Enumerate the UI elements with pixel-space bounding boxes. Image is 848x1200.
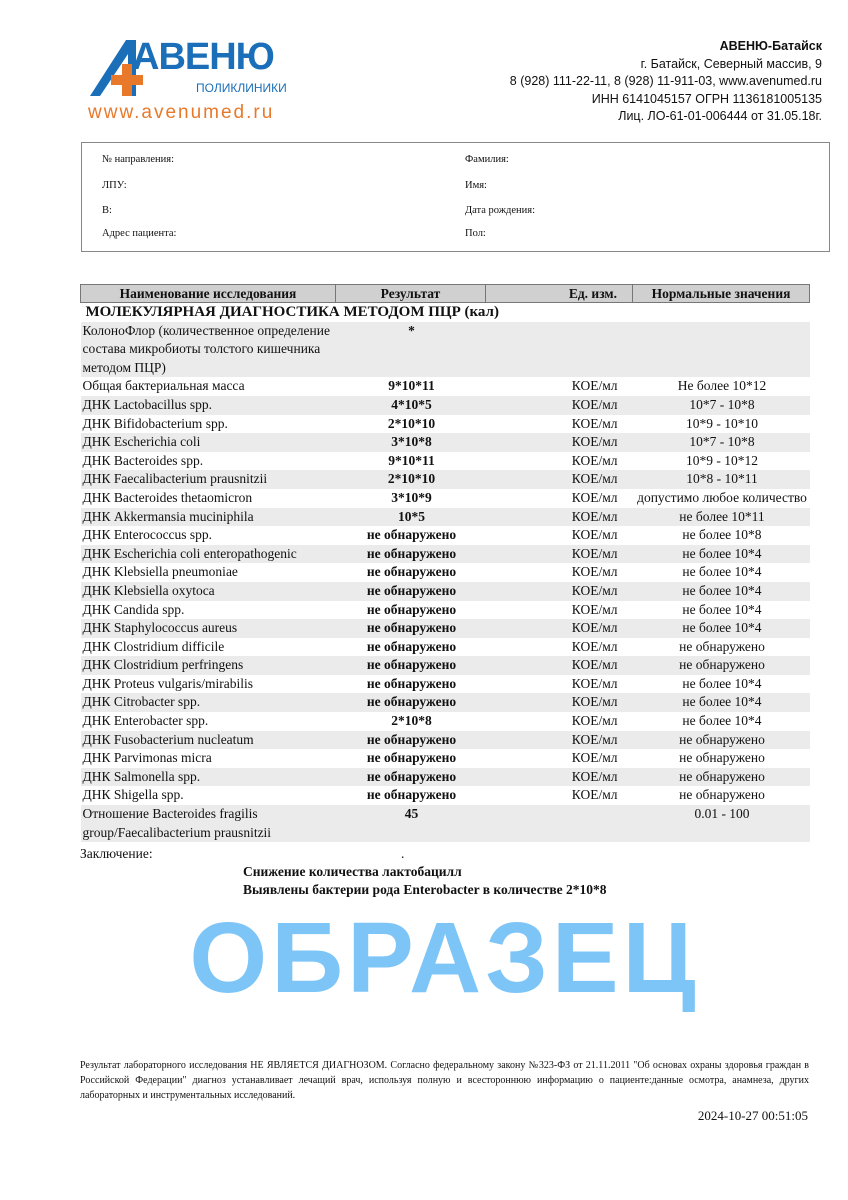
unit: КОЕ/мл — [571, 527, 618, 543]
unit: КОЕ/мл — [571, 787, 618, 803]
clinic-logo — [88, 36, 308, 128]
unit: КОЕ/мл — [486, 619, 633, 638]
normal-range: 0.01 - 100 — [633, 805, 810, 842]
result-value: 9*10*11 — [388, 452, 435, 468]
test-name: ДНК Shigella spp. — [82, 787, 184, 803]
unit: КОЕ/мл — [486, 768, 633, 787]
direction-label: № направления: — [102, 154, 175, 165]
conclusion-line: Выявлены бактерии рода Enterobacter в количестве 2*10*8 — [243, 882, 607, 898]
test-name: ДНК Fusobacterium nucleatum — [81, 731, 336, 750]
result-value: 9*10*11 — [388, 378, 435, 394]
test-name: ДНК Clostridium perfringens — [81, 656, 336, 675]
normal-range: Не более 10*12 — [677, 378, 767, 394]
unit: КОЕ/мл — [571, 415, 618, 431]
table-row — [81, 452, 810, 471]
table-row — [81, 545, 810, 564]
table-row — [81, 377, 810, 396]
result-value: 4*10*5 — [336, 396, 486, 415]
test-name: ДНК Bacteroides thetaomicron — [82, 489, 253, 505]
test-name: ДНК Candida spp. — [82, 601, 185, 617]
normal-range: 10*8 - 10*11 — [633, 470, 810, 489]
normal-range: не более 10*8 — [682, 527, 762, 543]
table-row — [81, 749, 810, 768]
result-value: не обнаружено — [366, 675, 457, 691]
normal-range: не более 10*4 — [682, 713, 762, 729]
org-inn: ИНН 6141045157 ОГРН 1136181005135 — [591, 91, 822, 106]
normal-range: не более 10*4 — [633, 619, 810, 638]
normal-range: не обнаружено — [679, 638, 765, 654]
logo-url: www.avenumed.ru — [88, 102, 275, 123]
test-name: ДНК Bifidobacterium spp. — [82, 415, 228, 431]
surname-label: Фамилия: — [465, 154, 509, 165]
unit: КОЕ/мл — [486, 582, 633, 601]
test-name: ДНК Escherichia coli enteropathogenic — [81, 545, 336, 564]
normal-range: не более 10*4 — [682, 601, 762, 617]
normal-range: не более 10*4 — [633, 582, 810, 601]
normal-range: не обнаружено — [633, 768, 810, 787]
table-row — [81, 433, 810, 452]
table-row — [81, 322, 810, 378]
lpu-label: ЛПУ: — [102, 180, 127, 191]
col-header-result: Результат — [336, 285, 486, 303]
result-value: * — [336, 322, 486, 378]
conclusion-row — [80, 844, 809, 863]
unit: КОЕ/мл — [486, 396, 633, 415]
table-row — [81, 675, 810, 694]
result-value: 2*10*10 — [387, 415, 436, 431]
name-label: Имя: — [465, 180, 487, 191]
normal-range: не обнаружено — [633, 731, 810, 750]
result-value: не обнаружено — [336, 768, 486, 787]
result-value: 2*10*8 — [391, 713, 432, 729]
org-address: г. Батайск, Северный массив, 9 — [640, 56, 822, 71]
result-value: 3*10*8 — [336, 433, 486, 452]
normal-range: не обнаружено — [679, 750, 765, 766]
result-value: 10*5 — [336, 508, 486, 527]
results-table — [80, 284, 810, 842]
conclusion-label: Заключение: — [80, 846, 153, 862]
col-header-name: Наименование исследования — [81, 285, 336, 303]
test-name: ДНК Akkermansia muciniphila — [81, 508, 336, 527]
result-value: не обнаружено — [336, 693, 486, 712]
test-name: Общая бактериальная масса — [82, 378, 245, 394]
normal-range: допустимо любое количество — [637, 489, 807, 505]
normal-range: 10*7 - 10*8 — [633, 433, 810, 452]
test-name: Отношение Bacteroides fragilis group/Faecalibacterium prausnitzii — [81, 805, 336, 842]
col-header-unit: Ед. изм. — [486, 285, 633, 303]
normal-range: не обнаружено — [633, 656, 810, 675]
result-value: 45 — [336, 805, 486, 842]
table-row — [81, 489, 810, 508]
table-row — [81, 712, 810, 731]
conclusion-dot: . — [401, 846, 405, 862]
result-value: 2*10*10 — [336, 470, 486, 489]
patient-info-box — [81, 142, 830, 252]
report-body — [80, 284, 809, 1013]
table-row — [81, 563, 810, 582]
dob-label: Дата рождения: — [465, 205, 536, 216]
normal-range: 10*9 - 10*12 — [686, 452, 758, 468]
timestamp: 2024-10-27 00:51:05 — [697, 1108, 808, 1123]
org-license: Лиц. ЛО-61-01-006444 от 31.05.18г. — [618, 109, 822, 123]
unit: КОЕ/мл — [571, 564, 618, 580]
unit: КОЕ/мл — [486, 545, 633, 564]
unit: КОЕ/мл — [486, 731, 633, 750]
unit: КОЕ/мл — [486, 470, 633, 489]
result-value: не обнаружено — [336, 619, 486, 638]
normal-range: не обнаружено — [679, 787, 765, 803]
unit — [486, 322, 633, 378]
table-row — [81, 786, 810, 805]
table-row — [81, 619, 810, 638]
result-value: не обнаружено — [336, 731, 486, 750]
disclaimer: Результат лабораторного исследования НЕ ЯВЛЯЕТСЯ ДИАГНОЗОМ. Согласно федеральному закону №323-ФЗ от 21.11.2011 "Об основах охраны здоровья граждан в Российской Федерации" диагноз устанавливает лечащий врач, используя полную и всестороннюю информацию о пациенте:данные осмотра, анамнеза, других лабораторных и инструментальных исследований. — [80, 1060, 809, 1101]
test-name: ДНК Enterococcus spp. — [82, 527, 213, 543]
test-name: ДНК Faecalibacterium prausnitzii — [81, 470, 336, 489]
unit: КОЕ/мл — [486, 656, 633, 675]
table-row — [81, 601, 810, 620]
result-value: не обнаружено — [366, 564, 457, 580]
test-name: ДНК Parvimonas micra — [82, 750, 212, 766]
result-value: не обнаружено — [336, 582, 486, 601]
test-name: ДНК Enterobacter spp. — [82, 713, 209, 729]
unit: КОЕ/мл — [571, 675, 618, 691]
logo-word: АВЕНЮ — [132, 36, 274, 78]
normal-range: не более 10*4 — [682, 564, 762, 580]
table-row — [81, 582, 810, 601]
result-value: 3*10*9 — [391, 489, 432, 505]
org-info — [510, 38, 822, 126]
section-title: МОЛЕКУЛЯРНАЯ ДИАГНОСТИКА МЕТОДОМ ПЦР (кал) — [85, 304, 499, 320]
table-row — [81, 508, 810, 527]
unit: КОЕ/мл — [486, 693, 633, 712]
normal-range: 10*7 - 10*8 — [633, 396, 810, 415]
test-name: КолоноФлор (количественное определение состава микробиоты толстого кишечника методом ПЦР) — [81, 322, 336, 378]
org-phones: 8 (928) 111-22-11, 8 (928) 11-911-03, www.avenumed.ru — [509, 74, 822, 88]
result-value: не обнаружено — [336, 656, 486, 675]
test-name: ДНК Lactobacillus spp. — [81, 396, 336, 415]
unit: КОЕ/мл — [571, 601, 618, 617]
normal-range: не более 10*4 — [682, 675, 762, 691]
unit: КОЕ/мл — [571, 713, 618, 729]
test-name: ДНК Klebsiella pneumoniae — [82, 564, 238, 580]
test-name: ДНК Citrobacter spp. — [81, 693, 336, 712]
table-row — [81, 768, 810, 787]
sex-label: Пол: — [465, 228, 486, 239]
result-value: не обнаружено — [366, 750, 457, 766]
unit: КОЕ/мл — [486, 508, 633, 527]
org-name: АВЕНЮ-Батайск — [719, 39, 822, 53]
result-value: не обнаружено — [366, 638, 457, 654]
table-row — [81, 693, 810, 712]
unit: КОЕ/мл — [571, 378, 618, 394]
result-value: не обнаружено — [366, 527, 457, 543]
table-row — [81, 805, 810, 842]
unit — [486, 805, 633, 842]
address-label: Адрес пациента: — [102, 228, 177, 239]
result-value: не обнаружено — [366, 787, 457, 803]
result-value: не обнаружено — [336, 545, 486, 564]
col-header-norm: Нормальные значения — [633, 285, 810, 303]
v-label: В: — [102, 205, 112, 216]
test-name: ДНК Staphylococcus aureus — [81, 619, 336, 638]
table-row — [81, 470, 810, 489]
test-name: ДНК Klebsiella oxytoca — [81, 582, 336, 601]
watermark: ОБРАЗЕЦ — [189, 902, 700, 1015]
test-name: ДНК Bacteroides spp. — [82, 452, 204, 468]
result-value: не обнаружено — [366, 601, 457, 617]
unit: КОЕ/мл — [486, 433, 633, 452]
table-row — [81, 638, 810, 657]
normal-range: не более 10*4 — [633, 545, 810, 564]
normal-range: не более 10*11 — [633, 508, 810, 527]
unit: КОЕ/мл — [571, 489, 618, 505]
test-name: ДНК Clostridium difficile — [82, 638, 225, 654]
normal-range — [633, 322, 810, 378]
test-name: ДНК Proteus vulgaris/mirabilis — [82, 675, 253, 691]
unit: КОЕ/мл — [571, 638, 618, 654]
table-row — [81, 526, 810, 545]
test-name: ДНК Escherichia coli — [81, 433, 336, 452]
unit: КОЕ/мл — [571, 750, 618, 766]
logo-subtitle: ПОЛИКЛИНИКИ — [196, 81, 287, 95]
table-row — [81, 396, 810, 415]
table-row — [81, 731, 810, 750]
normal-range: 10*9 - 10*10 — [686, 415, 758, 431]
conclusion-line: Снижение количества лактобацилл — [243, 864, 462, 880]
table-row — [81, 656, 810, 675]
unit: КОЕ/мл — [571, 452, 618, 468]
normal-range: не более 10*4 — [633, 693, 810, 712]
table-row — [81, 415, 810, 434]
test-name: ДНК Salmonella spp. — [81, 768, 336, 787]
